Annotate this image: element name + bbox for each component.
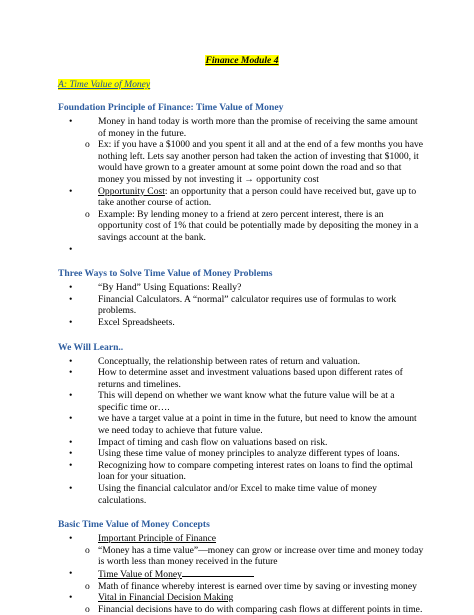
list-item: • Time Value of Money [58, 568, 426, 581]
list-item: • Recognizing how to compare competing interest rates on loans to find the optimal loan for your situation. [69, 459, 413, 483]
bullet-icon: • [69, 390, 73, 402]
bullet-icon: • [69, 185, 73, 197]
bullet-icon: • [69, 355, 73, 367]
list-item: • Using the financial calculator and/or Excel to make time value of money calculations. [69, 483, 377, 506]
bullet-icon: • [69, 592, 73, 604]
bullet-icon: • [69, 367, 73, 379]
list-item: • “By Hand” Using Equations: Really? [69, 282, 242, 294]
section-subtitle: A: Time Value of Money [58, 79, 151, 90]
list-item: • This will depend on whether we want know what the future value will be at a specific time or…. [69, 390, 395, 413]
bullet-icon: • [69, 116, 73, 127]
bullet-icon: • [69, 448, 73, 460]
three-ways-section [58, 268, 426, 328]
sub-list-item: o Example: By lending money to a friend at zero percent interest, there is an opportunity cost of 1% that could be potentially made by depositing the money in a savings account at the bank. [85, 208, 419, 243]
bullet-icon: • [69, 533, 73, 545]
foundation-section [58, 102, 426, 255]
bullet-icon: • [69, 436, 73, 448]
opportunity-cost-term: Opportunity Cost [98, 185, 165, 197]
list-item: • Financial Calculators. A “normal” calculator requires use of formulas to work problems. [69, 293, 397, 317]
basic-concepts-heading: Basic Time Value of Money Concepts [58, 519, 210, 531]
sub-bullet-icon: o [85, 544, 90, 556]
bullet-icon: • [69, 568, 73, 579]
three-ways-heading: Three Ways to Solve Time Value of Money Problems [58, 268, 273, 280]
list-item: • Important Principle of Finance [69, 533, 217, 545]
basic-concepts-section [58, 519, 426, 615]
we-will-learn-section [58, 342, 426, 507]
sub-list-item: o Math of finance whereby interest is earned over time by saving or investing money [85, 580, 417, 592]
sub-bullet-icon: o [85, 208, 90, 220]
sub-list-item: o Ex: if you have a $1000 and you spent it all and at the end of a few months you have nothing left. Lets say another person had taken the action of investing that $1000, it would have grown to a greater amount at some point down the road and so that money you missed by not investing it → opportunity cost [85, 139, 424, 185]
bullet-icon: • [69, 483, 73, 495]
list-item: • Impact of timing and cash flow on valuations based on risk. [69, 436, 328, 448]
list-item: • Excel Spreadsheets. [69, 316, 175, 328]
sub-bullet-icon: o [85, 580, 90, 592]
foundation-heading: Foundation Principle of Finance: Time Value of Money [58, 102, 284, 113]
sub-bullet-icon: o [85, 603, 90, 615]
list-item: • Opportunity Cost: an opportunity that a person could have received but, gave up to take another course of action. [69, 185, 417, 209]
bullet-icon: • [69, 316, 73, 328]
list-item: • we have a target value at a point in time in the future, but need to know the amount we need today to achieve that future value. [69, 413, 417, 437]
bullet-icon: • [69, 282, 73, 294]
we-will-learn-heading: We Will Learn.. [58, 341, 124, 353]
list-item: • Money in hand today is worth more than the promise of receiving the same amount of money in the future. [69, 116, 418, 139]
sub-list-item: o “Money has a time value”—money can grow or increase over time and money today is worth less than money received in the future [85, 544, 424, 568]
list-item: • Using these time value of money principles to analyze different types of loans. [69, 448, 400, 460]
sub-bullet-icon: o [85, 139, 90, 151]
document-title: Finance Module 4 [205, 55, 279, 66]
bullet-icon: • [69, 293, 73, 305]
blank-underline [182, 568, 254, 577]
empty-list-item [58, 244, 426, 256]
list-item: • How to determine asset and investment valuations based upon different rates of returns and timelines. [69, 367, 403, 390]
bullet-icon: • [69, 243, 73, 255]
list-item: • Conceptually, the relationship between rates of return and valuation. [69, 355, 361, 367]
bullet-icon: • [69, 459, 73, 471]
bullet-icon: • [69, 413, 73, 425]
list-item: • Vital in Financial Decision Making [69, 592, 234, 604]
sub-list-item: o Financial decisions have to do with comparing cash flows at different points in time. [85, 603, 423, 615]
